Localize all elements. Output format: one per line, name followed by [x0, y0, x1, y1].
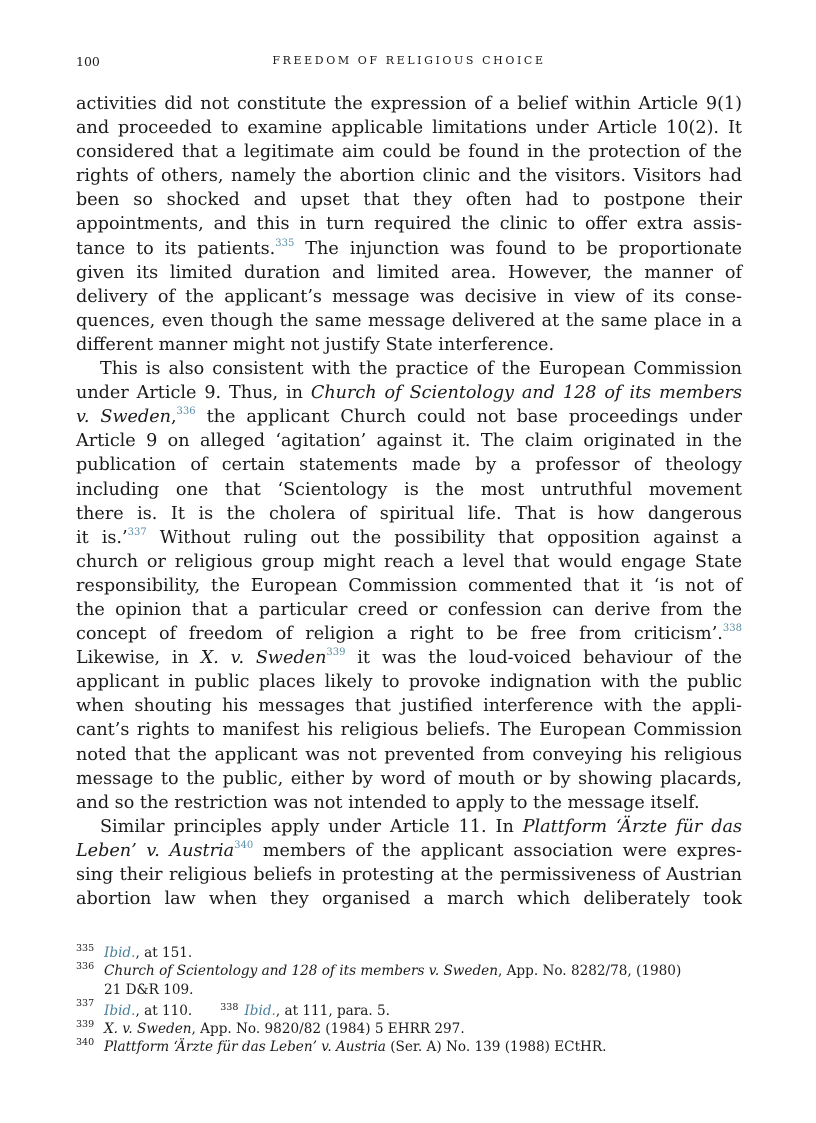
text-line: noted that the applicant was not prevented from conveying his religious: [76, 744, 742, 765]
page-number: 100: [76, 54, 100, 69]
text-line: Leben’ v. Austria$^{340}$ members of the applicant association were expres-: [76, 839, 743, 861]
text-line: given its limited duration and limited area. However, the manner of: [76, 262, 742, 283]
text-line: activities did not constitute the expression of a belief within Article 9(1): [76, 94, 742, 114]
main-text: [76, 92, 742, 911]
text-line: quences, even though the same message delivered at the same place in a: [76, 310, 742, 331]
text-line: This is also consistent with the practice of the European Commission: [100, 359, 742, 380]
text-line: including one that ‘Scientology is the most untruthful movement: [76, 479, 742, 500]
page-header: [76, 54, 742, 74]
text-line: rights of others, namely the abortion clinic and the visitors. Visitors had: [76, 166, 742, 187]
footnote-ref-340[interactable]: 340: [234, 839, 254, 851]
text-line: sing their religious beliefs in protesting at the permissiveness of Austrian: [76, 865, 742, 885]
footnote-340: 340 Plattform ‘Ärzte für das Leben’ v. Austria (Ser. A) No. 139 (1988) ECtHR.: [76, 1037, 607, 1056]
text-line: Article 9 on alleged ‘agitation’ against it. The claim originated in the: [76, 431, 742, 452]
footnote-ref-339[interactable]: 339: [326, 647, 346, 659]
text-line: tance to its patients.$^{335}$ The injunction was found to be proportionate: [76, 237, 742, 259]
footnote-ref-338[interactable]: 338: [722, 623, 742, 635]
footnote-337-338: 337 Ibid., at 110. $^{338}$ Ibid., at 111, para. 5.: [76, 997, 390, 1019]
text-line: applicant in public places likely to provoke indignation with the public: [76, 672, 742, 693]
text-line: cant’s rights to manifest his religious beliefs. The European Commission: [76, 720, 742, 741]
text-line: considered that a legitimate aim could be found in the protection of the: [76, 142, 742, 163]
running-head: FREEDOM OF RELIGIOUS CHOICE: [272, 54, 546, 67]
ibid-link[interactable]: Ibid.: [244, 1002, 276, 1019]
text-line: Likewise, in X. v. Sweden$^{339}$ it was the loud-voiced behaviour of the: [76, 647, 743, 669]
footnotes: [76, 944, 742, 1057]
text-line: responsibility, the European Commission commented that it ‘is not of: [76, 575, 742, 596]
text-line: abortion law when they organised a march which deliberately took: [76, 889, 742, 910]
text-line: message to the public, either by word of mouth or by showing placards,: [76, 768, 742, 789]
text-line: publication of certain statements made by a professor of theology: [76, 455, 742, 476]
text-line: it is.’$^{337}$ Without ruling out the possibility that opposition against a: [76, 526, 742, 548]
text-line: v. Sweden,$^{336}$ the applicant Church could not base proceedings under: [76, 406, 742, 428]
footnote-ref-337[interactable]: 337: [127, 526, 147, 538]
text-line: under Article 9. Thus, in Church of Scientology and 128 of its members: [76, 383, 742, 404]
text-line: appointments, and this in turn required the clinic to offer extra assis-: [76, 214, 742, 235]
footnote-336: 336 Church of Scientology and 128 of its members v. Sweden, App. No. 8282/78, (1980) 21 D&R 109.: [76, 961, 682, 998]
text-line: the opinion that a particular creed or confession can derive from the: [76, 599, 742, 620]
text-line: different manner might not justify State interference.: [76, 334, 555, 355]
footnote-ref-335[interactable]: 335: [275, 237, 295, 249]
text-line: concept of freedom of religion a right to be free from criticism’.$^{338}$: [76, 623, 742, 645]
text-line: church or religious group might reach a level that would engage State: [76, 551, 742, 572]
text-line: delivery of the applicant’s message was decisive in view of its conse-: [76, 286, 742, 307]
ibid-link[interactable]: Ibid.: [104, 945, 136, 961]
footnote-339: 339 X. v. Sweden, App. No. 9820/82 (1984) 5 EHRR 297.: [76, 1019, 465, 1038]
ibid-link[interactable]: Ibid.: [104, 1002, 136, 1019]
footnote-ref-336[interactable]: 336: [176, 406, 196, 418]
text-line: there is. It is the cholera of spiritual life. That is how dangerous: [76, 503, 742, 524]
text-line: and so the restriction was not intended to apply to the message itself.: [76, 792, 700, 813]
text-line: Similar principles apply under Article 11. In Plattform ‘Ärzte für das: [100, 816, 743, 837]
text-line: when shouting his messages that justified interference with the appli-: [76, 696, 742, 717]
text-line: and proceeded to examine applicable limitations under Article 10(2). It: [76, 118, 742, 139]
footnote-335: 335 Ibid., at 151.: [76, 943, 193, 961]
text-line: been so shocked and upset that they often had to postpone their: [76, 190, 742, 211]
